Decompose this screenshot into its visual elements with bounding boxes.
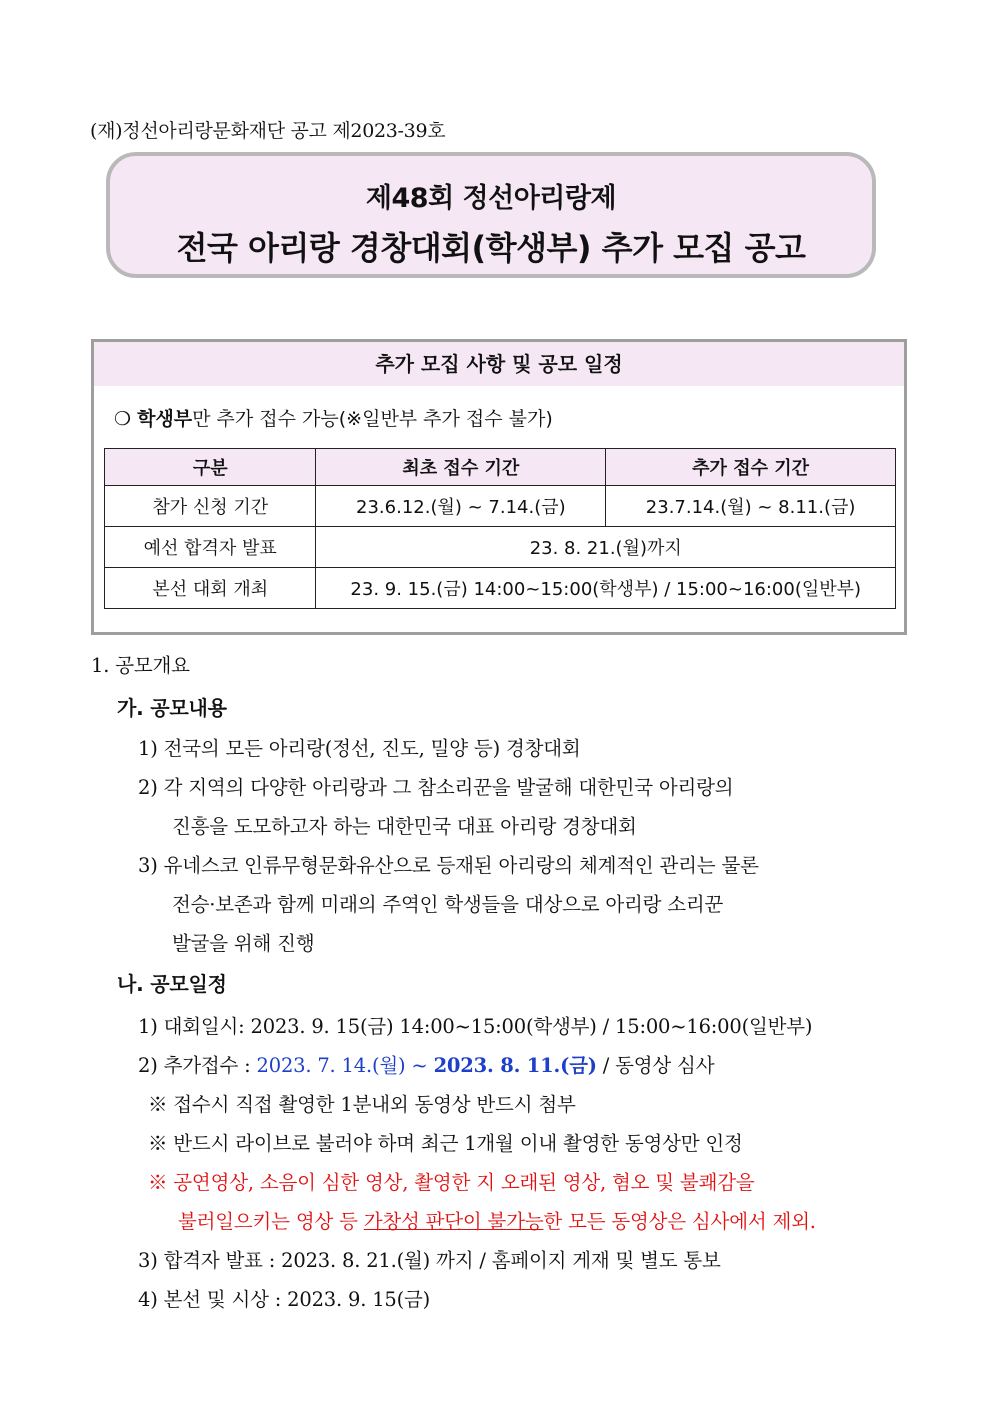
list-item-continuation: 진흥을 도모하고자 하는 대한민국 대표 아리랑 경창대회 (172, 815, 637, 838)
table-cell: 23.7.14.(월) ~ 8.11.(금) (606, 486, 896, 527)
column-header: 추가 접수 기간 (606, 449, 896, 486)
schedule-box (91, 339, 907, 635)
list-item: 1) 대회일시: 2023. 9. 15(금) 14:00~15:00(학생부) / 15:00~16:00(일반부) (138, 1015, 813, 1038)
schedule-heading: 추가 모집 사항 및 공모 일정 (94, 342, 904, 386)
column-header: 최초 접수 기간 (316, 449, 606, 486)
title-line-2: 전국 아리랑 경창대회(학생부) 추가 모집 공고 (176, 229, 806, 267)
text-run: 한 모든 동영상은 심사에서 제외. (543, 1210, 816, 1233)
table-cell: 23. 8. 21.(월)까지 (316, 527, 896, 568)
list-item: 4) 본선 및 시상 : 2023. 9. 15(금) (138, 1288, 431, 1311)
section-heading: 1. 공모개요 (91, 654, 190, 677)
row-label: 본선 대회 개최 (105, 568, 316, 609)
row-label: 참가 신청 기간 (105, 486, 316, 527)
note-bold-text: 학생부 (137, 408, 193, 430)
list-item: 1) 전국의 모든 아리랑(정선, 진도, 밀양 등) 경창대회 (138, 737, 581, 760)
table-row (105, 486, 896, 527)
list-item: 3) 유네스코 인류무형문화유산으로 등재된 아리랑의 체계적인 관리는 물론 (138, 854, 759, 877)
circle-bullet-icon: ❍ (114, 408, 132, 430)
notice-number: (재)정선아리랑문화재단 공고 제2023-39호 (90, 120, 446, 142)
text-run: 불러일으키는 영상 등 (178, 1210, 364, 1233)
table-row (105, 527, 896, 568)
note-item-red: ※ 공연영상, 소음이 심한 영상, 촬영한 지 오래된 영상, 혐오 및 불쾌감을 (148, 1171, 755, 1194)
schedule-table (104, 448, 896, 609)
text-run: / 동영상 심사 (596, 1054, 715, 1077)
row-label: 예선 합격자 발표 (105, 527, 316, 568)
note-item: ※ 접수시 직접 촬영한 1분내외 동영상 반드시 첨부 (148, 1093, 576, 1116)
subsection-heading: 나. 공모일정 (117, 972, 227, 996)
note-item-red-continuation (178, 1206, 816, 1234)
list-item-continuation: 전승·보존과 함께 미래의 주역인 학생들을 대상으로 아리랑 소리꾼 (172, 893, 724, 916)
note-text: 만 추가 접수 가능(※일반부 추가 접수 불가) (192, 408, 553, 430)
title-box (106, 152, 876, 278)
list-item-continuation: 발굴을 위해 진행 (172, 932, 315, 955)
text-run: 2) 추가접수 : (138, 1054, 257, 1077)
text-run-blue-bold: 2023. 8. 11.(금) (433, 1054, 597, 1077)
subsection-heading: 가. 공모내용 (117, 696, 227, 720)
note-item: ※ 반드시 라이브로 불러야 하며 최근 1개월 이내 촬영한 동영상만 인정 (148, 1132, 743, 1155)
list-item (138, 1050, 714, 1078)
table-cell: 23. 9. 15.(금) 14:00~15:00(학생부) / 15:00~16:00(일반부) (316, 568, 896, 609)
list-item: 3) 합격자 발표 : 2023. 8. 21.(월) 까지 / 홈페이지 게재 및 별도 통보 (138, 1249, 721, 1272)
text-run-blue: 2023. 7. 14.(월) ~ (256, 1054, 434, 1077)
table-row (105, 568, 896, 609)
table-cell: 23.6.12.(월) ~ 7.14.(금) (316, 486, 606, 527)
table-header-row (105, 449, 896, 486)
text-run-underlined: 가창성 판단이 불가능 (363, 1210, 544, 1233)
column-header: 구분 (105, 449, 316, 486)
list-item: 2) 각 지역의 다양한 아리랑과 그 참소리꾼을 발굴해 대한민국 아리랑의 (138, 776, 734, 799)
title-line-1: 제48회 정선아리랑제 (365, 183, 617, 214)
schedule-note (114, 404, 553, 431)
